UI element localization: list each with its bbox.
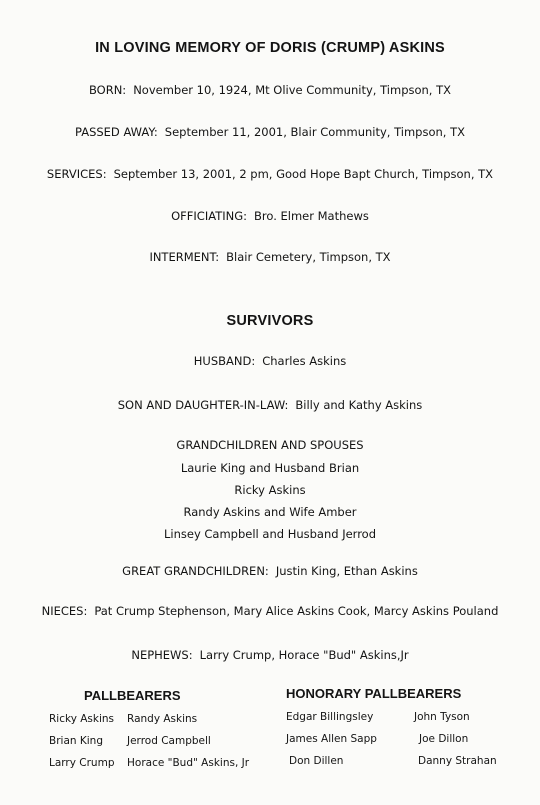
honorary-pallbearer-name: Edgar Billingsley [286, 711, 374, 723]
husband-line [0, 354, 540, 368]
honorary-pallbearer-name: Joe Dillon [419, 733, 469, 745]
grandchild-item: Laurie King and Husband Brian [180, 461, 360, 475]
honorary-pallbearer-name: Danny Strahan [418, 755, 497, 767]
services-value: September 13, 2001, 2 pm, Good Hope Bapt Church, Timpson, TX [113, 167, 494, 181]
nephews-line [0, 648, 540, 662]
passed-away-line [0, 125, 540, 139]
honorary-pallbearer-name: John Tyson [414, 711, 470, 723]
pallbearers-heading: PALLBEARERS [84, 688, 181, 703]
grandchild-item: Randy Askins and Wife Amber [183, 505, 357, 519]
passed-away-label: PASSED AWAY: [75, 125, 158, 139]
son-line [0, 398, 540, 412]
honorary-pallbearers-heading: HONORARY PALLBEARERS [286, 686, 462, 701]
services-line [0, 167, 540, 181]
son-label: SON AND DAUGHTER-IN-LAW: [117, 398, 289, 412]
born-line [0, 83, 540, 97]
born-label: BORN: [88, 83, 127, 97]
nieces-value: Pat Crump Stephenson, Mary Alice Askins Cook, Marcy Askins Pouland [94, 604, 499, 618]
services-label: SERVICES: [46, 167, 107, 181]
interment-value: Blair Cemetery, Timpson, TX [226, 250, 391, 264]
interment-line [0, 250, 540, 264]
nephews-label: NEPHEWS: [131, 648, 193, 662]
pallbearer-name: Larry Crump [49, 757, 115, 769]
officiating-value: Bro. Elmer Mathews [254, 209, 369, 223]
pallbearer-name: Horace "Bud" Askins, Jr [127, 757, 250, 769]
honorary-pallbearer-name: James Allen Sapp [286, 733, 377, 745]
pallbearer-name: Randy Askins [127, 713, 198, 725]
born-value: November 10, 1924, Mt Olive Community, Timpson, TX [133, 83, 452, 97]
great-grandchildren-label: GREAT GRANDCHILDREN: [122, 564, 269, 578]
survivors-heading: SURVIVORS [226, 313, 314, 329]
page-title: IN LOVING MEMORY OF DORIS (CRUMP) ASKINS [95, 40, 445, 56]
honorary-pallbearer-name: Don Dillen [289, 755, 344, 767]
pallbearer-name: Brian King [49, 735, 103, 747]
pallbearer-name: Ricky Askins [49, 713, 115, 725]
pallbearer-name: Jerrod Campbell [127, 735, 211, 747]
grandchild-item: Linsey Campbell and Husband Jerrod [163, 527, 377, 541]
interment-label: INTERMENT: [149, 250, 220, 264]
nieces-line [0, 604, 540, 618]
nephews-value: Larry Crump, Horace "Bud" Askins,Jr [199, 648, 409, 662]
grandchild-item: Ricky Askins [234, 483, 306, 497]
great-grandchildren-value: Justin King, Ethan Askins [275, 564, 418, 578]
grandchildren-heading: GRANDCHILDREN AND SPOUSES [176, 438, 364, 452]
husband-label: HUSBAND: [193, 354, 256, 368]
officiating-line [0, 209, 540, 223]
passed-away-value: September 11, 2001, Blair Community, Timpson, TX [164, 125, 465, 139]
officiating-label: OFFICIATING: [171, 209, 247, 223]
son-value: Billy and Kathy Askins [295, 398, 423, 412]
nieces-label: NIECES: [41, 604, 88, 618]
great-grandchildren-line [0, 564, 540, 578]
husband-value: Charles Askins [262, 354, 347, 368]
